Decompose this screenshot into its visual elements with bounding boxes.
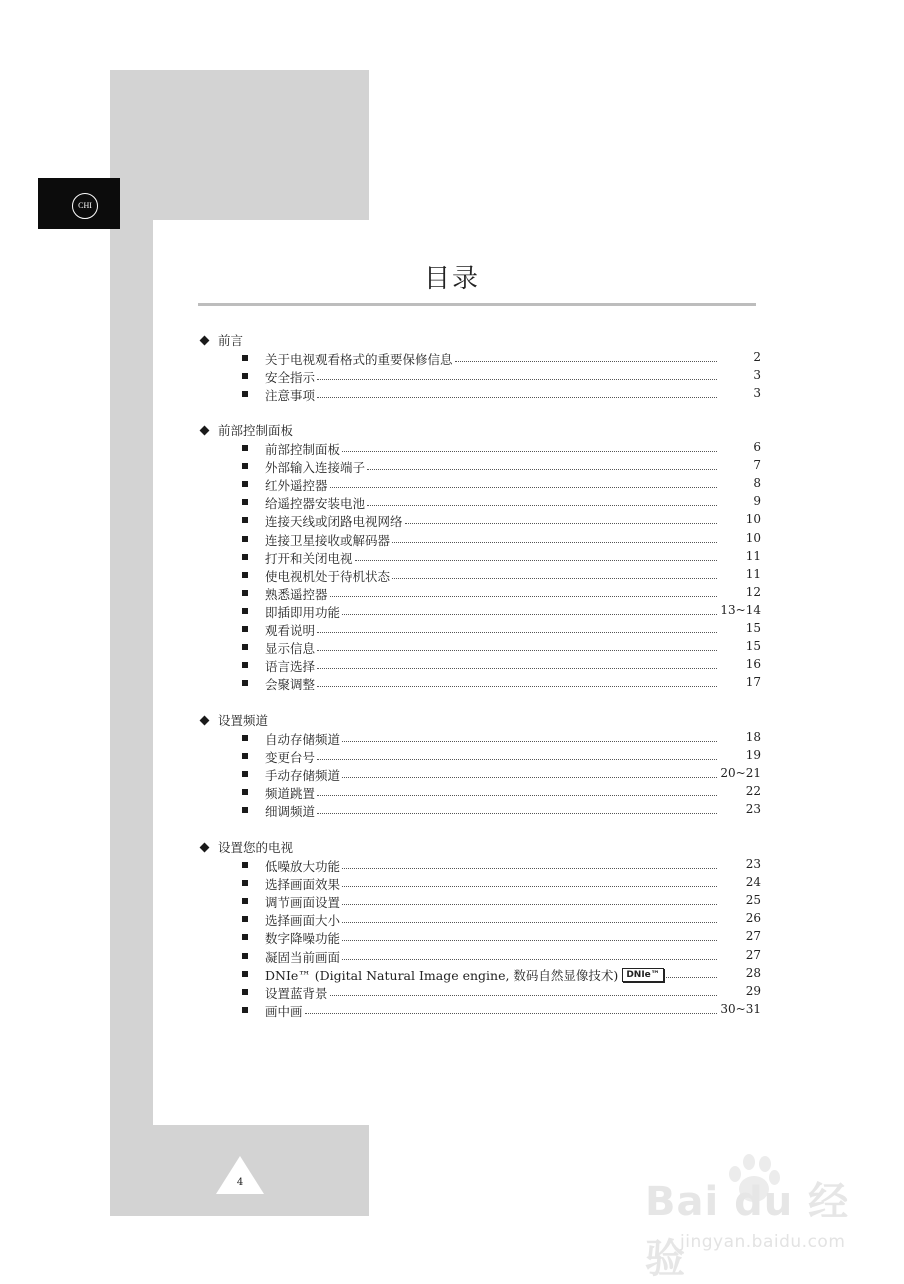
toc-entry-text: 画中画 [265,1004,303,1019]
toc-entry-text: 熟悉遥控器 [265,587,328,602]
toc-page-number: 25 [745,893,761,907]
toc-entry [242,802,761,820]
toc-entry-label [265,893,340,911]
toc-page-number: 12 [745,585,761,599]
toc-entry-label [265,368,315,386]
toc-entry-label [265,512,403,530]
toc-entry [242,621,761,639]
toc-page-number: 3 [753,386,761,400]
square-bullet-icon [242,355,248,361]
watermark-url: jingyan.baidu.com [680,1232,846,1252]
toc-page-number: 23 [745,802,761,816]
toc-entry [242,675,761,693]
toc-page-number: 2 [753,350,761,364]
toc-entry [242,567,761,585]
toc-entry-text: 前部控制面板 [265,442,341,457]
watermark-logo-text: Bai du 经验 [645,1179,850,1282]
square-bullet-icon [242,391,248,397]
square-bullet-icon [242,373,248,379]
square-bullet-icon [242,499,248,505]
toc-entry-label [265,494,365,512]
square-bullet-icon [242,789,248,795]
toc-entry-text: 注意事项 [265,388,316,403]
dot-leader [330,995,717,996]
toc-entry-label [265,802,315,820]
dot-leader [392,542,717,543]
toc-entry-text: 外部输入连接端子 [265,460,366,475]
toc-entry-label [265,911,340,929]
square-bullet-icon [242,445,248,451]
toc-entry-text: 连接天线或闭路电视网络 [265,514,403,529]
toc-page-number: 8 [753,476,761,490]
square-bullet-icon [242,880,248,886]
toc-page-number: 16 [745,657,761,671]
diamond-bullet-icon [200,842,210,852]
toc-entry-label [265,386,315,404]
section-heading-text: 设置您的电视 [218,840,294,855]
toc-entry [242,657,761,675]
toc-entry-text: 语言选择 [265,659,316,674]
toc-page-number: 9 [753,494,761,508]
toc-entry-text: DNIe™ (Digital Natural Image engine, 数码自然显像技术) [265,968,619,983]
toc-entry-label [265,984,328,1002]
square-bullet-icon [242,662,248,668]
square-bullet-icon [242,554,248,560]
toc-entry-label [265,567,390,585]
toc-entry [242,476,761,494]
toc-page-number: 10 [745,512,761,526]
toc-entry-text: 手动存储频道 [265,768,341,783]
section-heading-text: 前部控制面板 [218,423,294,438]
toc-entry-text: 细调频道 [265,804,316,819]
toc-entry-text: 设置蓝背景 [265,986,328,1001]
toc-entry [242,984,761,1002]
dot-leader [317,795,717,796]
page-marker-triangle [216,1156,264,1194]
diamond-bullet-icon [200,715,210,725]
toc-entry [242,549,761,567]
dot-leader [342,868,717,869]
toc-entry [242,966,761,984]
toc-entry-text: 选择画面效果 [265,877,341,892]
toc-entry-label [265,531,390,549]
toc-entry [242,875,761,893]
toc-entry-text: 自动存储频道 [265,732,341,747]
dot-leader [317,759,717,760]
toc-entry-text: 频道跳置 [265,786,316,801]
toc-entry-text: 红外遥控器 [265,478,328,493]
toc-entry-text: 观看说明 [265,623,316,638]
dot-leader [317,397,717,398]
toc-entry-label [265,929,340,947]
section-heading-text: 设置频道 [218,713,269,728]
toc-entry-label [265,1002,303,1020]
toc-entry-text: 关于电视观看格式的重要保修信息 [265,352,453,367]
toc-entry [242,929,761,947]
toc-entry-text: 会聚调整 [265,677,316,692]
toc-entry [242,585,761,603]
page-number: 4 [236,1177,244,1188]
toc-entry-label [265,603,340,621]
dot-leader [342,922,717,923]
square-bullet-icon [242,590,248,596]
toc-page-number: 20~21 [720,766,761,780]
toc-entry-label [265,440,340,458]
dot-leader [392,578,717,579]
toc-entry [242,639,761,657]
gray-frame-left [110,220,153,1216]
toc-page-number: 26 [745,911,761,925]
toc-entry [242,784,761,802]
square-bullet-icon [242,517,248,523]
square-bullet-icon [242,735,248,741]
toc-entry-label [265,458,365,476]
toc-entry [242,494,761,512]
toc-entry-label [265,639,315,657]
toc-entry-label [265,549,353,567]
toc-page-number: 27 [745,948,761,962]
toc-entry-label [265,657,315,675]
toc-page-number: 10 [745,531,761,545]
toc-entry-label [265,784,315,802]
square-bullet-icon [242,1007,248,1013]
title-divider [198,303,756,306]
toc-entry-text: 连接卫星接收或解码器 [265,533,391,548]
toc-page-number: 17 [745,675,761,689]
toc-page-number: 11 [745,549,761,563]
diamond-bullet-icon [200,425,210,435]
dot-leader [330,596,717,597]
toc-page-number: 29 [745,984,761,998]
toc-entry-text: 安全指示 [265,370,316,385]
toc-page-number: 11 [745,567,761,581]
toc-entry [242,1002,761,1020]
toc-page-number: 28 [745,966,761,980]
dot-leader [317,379,717,380]
dot-leader [666,977,717,978]
dot-leader [330,487,717,488]
toc-entry-label [265,875,340,893]
square-bullet-icon [242,807,248,813]
toc-entry-label [265,476,328,494]
toc-page-number: 18 [745,730,761,744]
toc-entry-text: 调节画面设置 [265,895,341,910]
toc-entry [242,730,761,748]
square-bullet-icon [242,753,248,759]
toc-entry [242,748,761,766]
toc-entry [242,512,761,530]
square-bullet-icon [242,989,248,995]
square-bullet-icon [242,971,248,977]
toc-entry [242,857,761,875]
toc-page-number: 13~14 [720,603,761,617]
toc-entry [242,350,761,368]
watermark [645,1152,875,1282]
gray-frame-top [110,70,369,220]
dot-leader [342,777,717,778]
section-heading [200,421,293,439]
toc-entry-text: 变更台号 [265,750,316,765]
toc-entry-text: 凝固当前画面 [265,950,341,965]
dot-leader [342,904,717,905]
toc-entry [242,458,761,476]
toc-entry [242,948,761,966]
square-bullet-icon [242,536,248,542]
dot-leader [355,560,717,561]
square-bullet-icon [242,934,248,940]
toc-entry-text: 数字降噪功能 [265,931,341,946]
toc-entry-label [265,730,340,748]
section-heading-text: 前言 [218,333,244,348]
dot-leader [342,741,717,742]
square-bullet-icon [242,898,248,904]
dot-leader [317,686,717,687]
toc-entry [242,368,761,386]
dot-leader [317,813,717,814]
toc-entry [242,440,761,458]
dot-leader [342,886,717,887]
dot-leader [367,505,717,506]
square-bullet-icon [242,953,248,959]
square-bullet-icon [242,644,248,650]
toc-entry-label [265,350,453,368]
dnie-logo-badge: DNIe™ [622,968,663,982]
section-heading [200,331,243,349]
toc-entry-label [265,585,328,603]
dot-leader [305,1013,717,1014]
dot-leader [342,940,717,941]
dot-leader [317,668,717,669]
dot-leader [317,650,717,651]
square-bullet-icon [242,680,248,686]
language-badge: CHI [72,193,98,219]
toc-entry [242,386,761,404]
toc-page-number: 6 [753,440,761,454]
toc-entry-text: 显示信息 [265,641,316,656]
square-bullet-icon [242,608,248,614]
toc-page-number: 7 [753,458,761,472]
toc-page-number: 24 [745,875,761,889]
square-bullet-icon [242,916,248,922]
toc-page-number: 30~31 [720,1002,761,1016]
toc-entry-label [265,966,664,984]
dot-leader [317,632,717,633]
toc-entry [242,893,761,911]
square-bullet-icon [242,481,248,487]
toc-entry [242,531,761,549]
section-heading [200,838,293,856]
toc-entry-label [265,621,315,639]
toc-entry [242,911,761,929]
toc-page-number: 27 [745,929,761,943]
dot-leader [342,959,717,960]
square-bullet-icon [242,862,248,868]
toc-page-number: 15 [745,621,761,635]
toc-entry [242,766,761,784]
toc-page-number: 15 [745,639,761,653]
toc-entry-text: 低噪放大功能 [265,859,341,874]
square-bullet-icon [242,771,248,777]
toc-entry-text: 选择画面大小 [265,913,341,928]
toc-entry-text: 给遥控器安装电池 [265,496,366,511]
toc-entry-label [265,675,315,693]
square-bullet-icon [242,572,248,578]
diamond-bullet-icon [200,335,210,345]
dot-leader [405,523,717,524]
toc-entry [242,603,761,621]
toc-entry-text: 打开和关闭电视 [265,551,353,566]
toc-page-number: 22 [745,784,761,798]
dot-leader [367,469,717,470]
toc-entry-text: 即插即用功能 [265,605,341,620]
toc-entry-label [265,948,340,966]
dot-leader [455,361,717,362]
section-heading [200,711,268,729]
square-bullet-icon [242,463,248,469]
toc-entry-label [265,766,340,784]
toc-entry-text: 使电视机处于待机状态 [265,569,391,584]
square-bullet-icon [242,626,248,632]
dot-leader [342,614,717,615]
dot-leader [342,451,717,452]
toc-entry-label [265,857,340,875]
toc-page-number: 19 [745,748,761,762]
page-title: 目录 [423,264,480,294]
toc-entry-label [265,748,315,766]
toc-page-number: 3 [753,368,761,382]
toc-page-number: 23 [745,857,761,871]
